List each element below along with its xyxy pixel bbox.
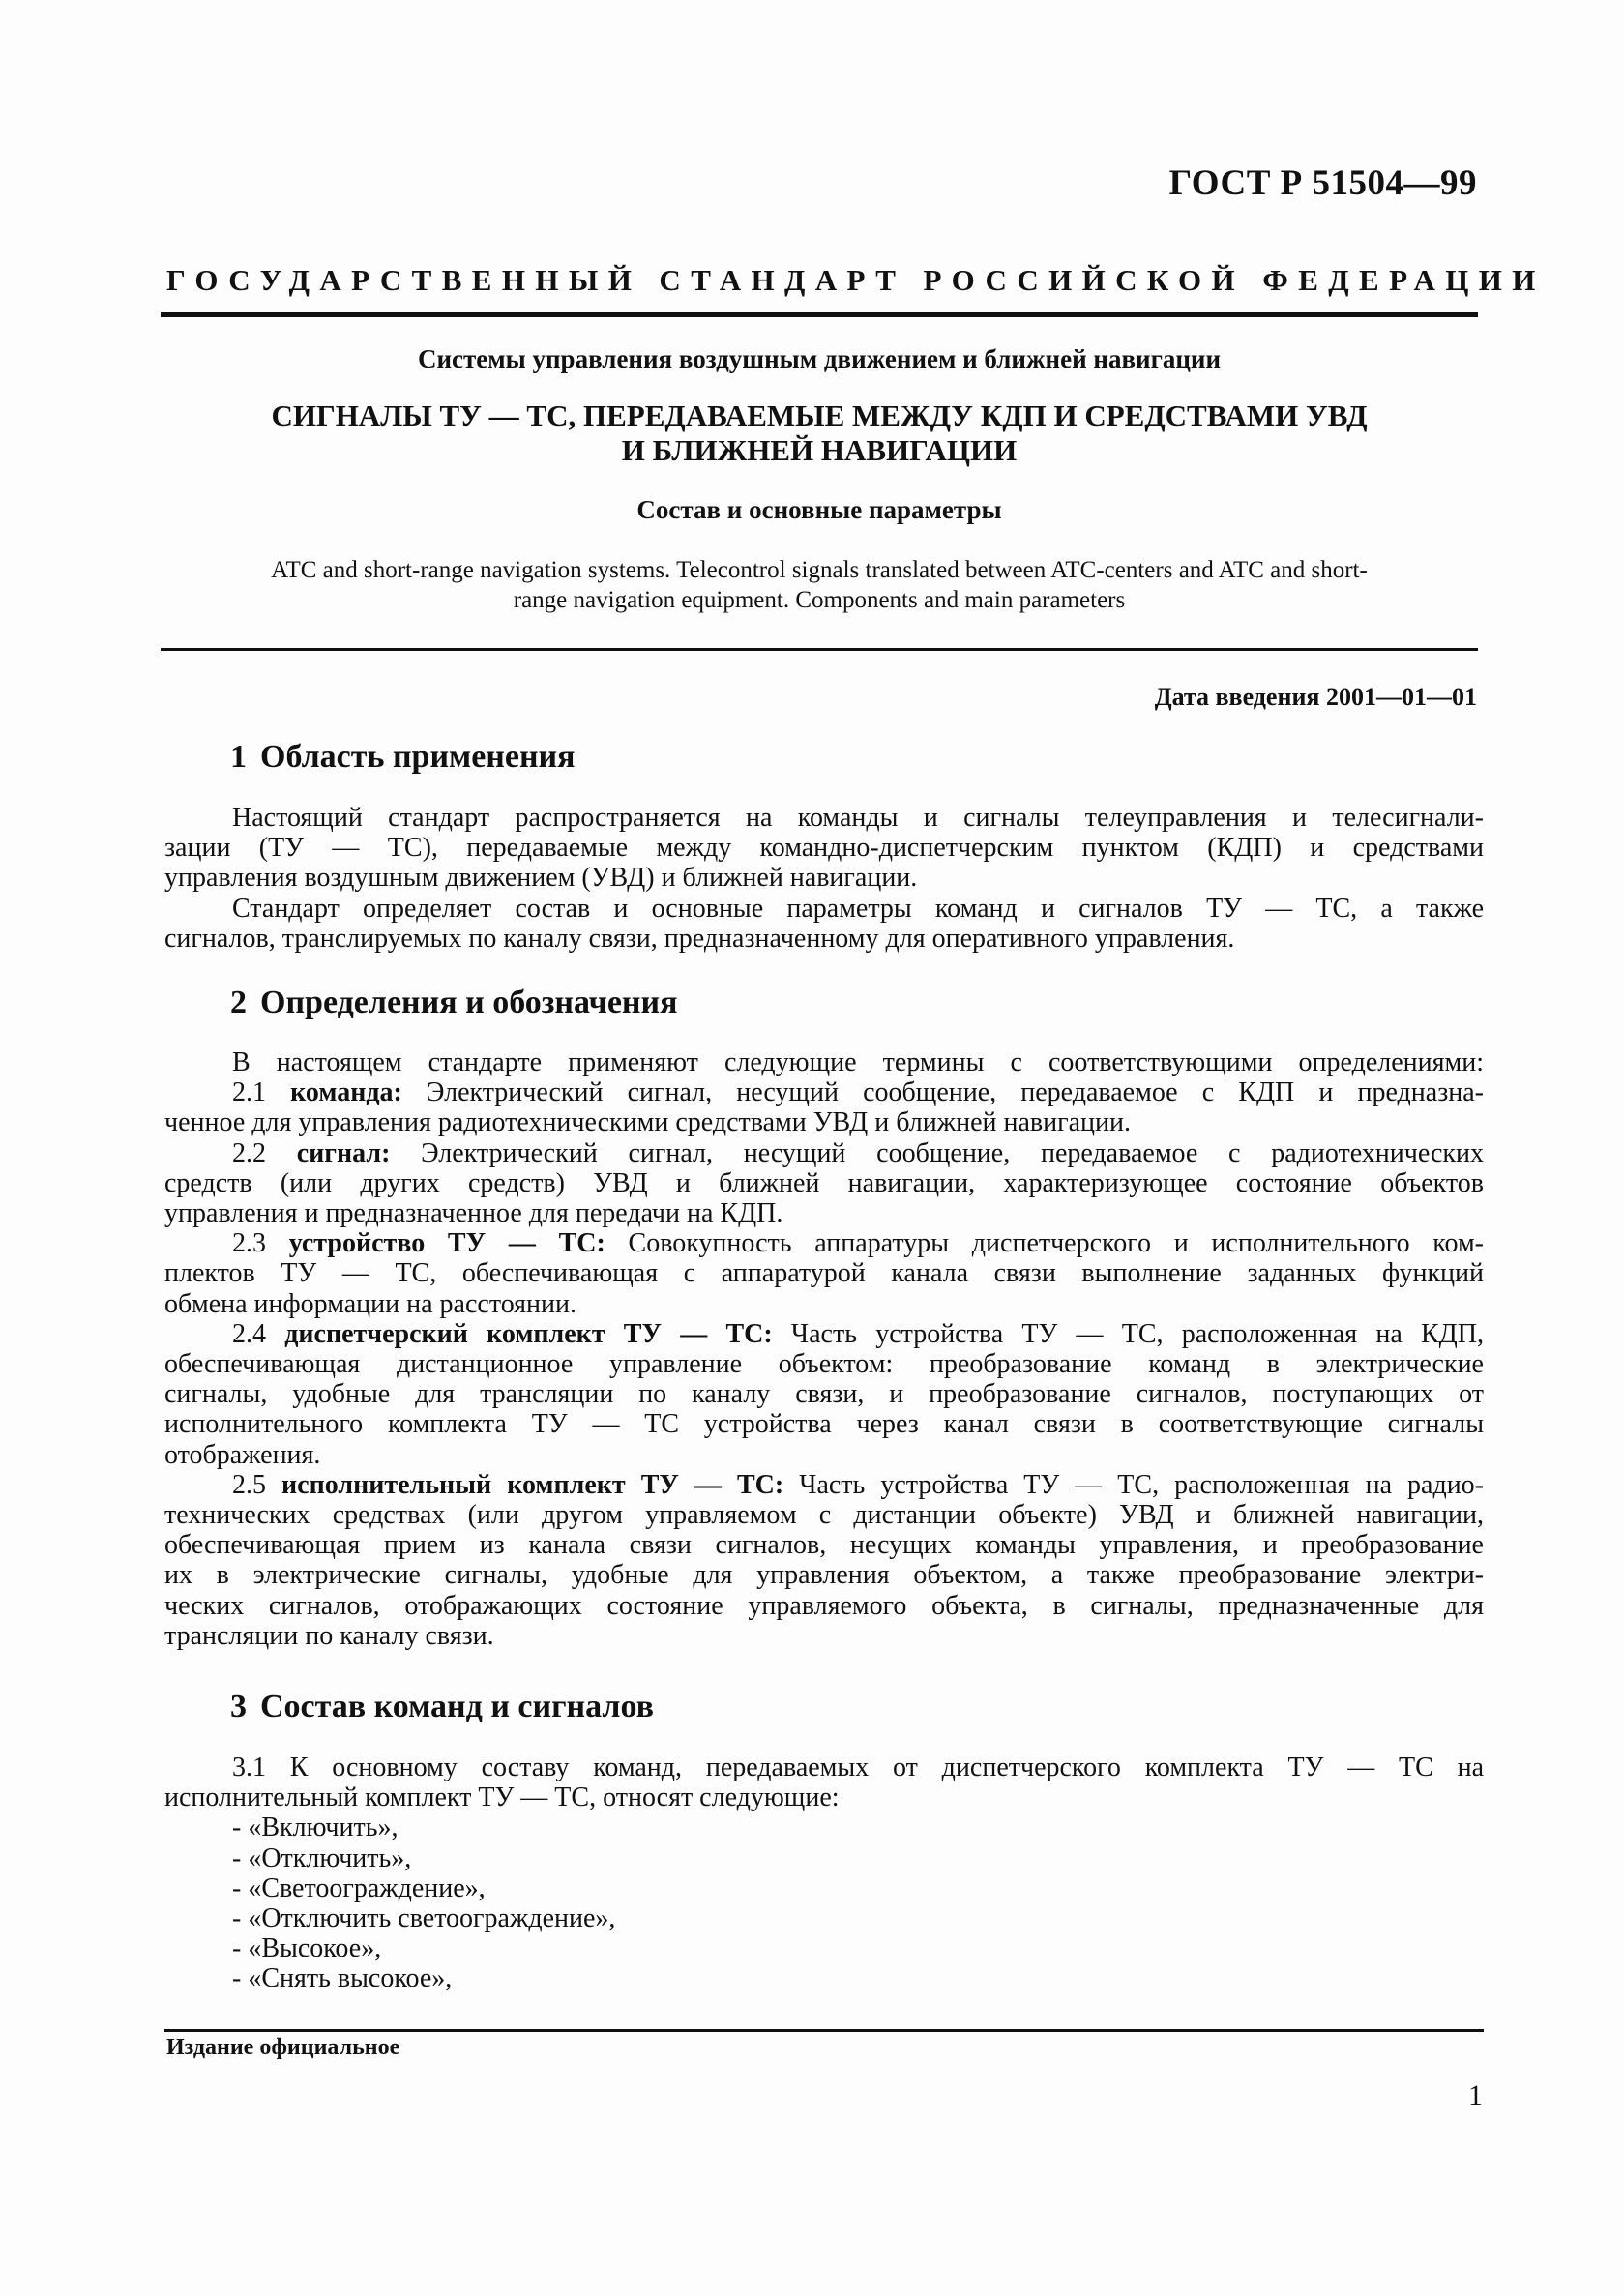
definition-term: диспетчерский комплект ТУ — ТС: <box>284 1318 773 1349</box>
english-title-line: range navigation equipment. Components and main parameters <box>513 587 1126 613</box>
section-number: 3 <box>230 1689 247 1724</box>
title-block-rule <box>161 648 1478 651</box>
paragraph-line: управления воздушным движением (УВД) и ближней навигации. <box>164 863 918 894</box>
section-heading-3 <box>230 1689 654 1725</box>
command-list-item: - «Отключить», <box>232 1842 412 1873</box>
paragraph-line: 3.1 К основному составу команд, передаваемых от диспетчерского комплекта ТУ — ТС на <box>232 1752 1484 1782</box>
definition-text: Часть устройства ТУ — ТС, расположенная на КДП, <box>772 1318 1484 1349</box>
paragraph-line: исполнительного комплекта ТУ — ТС устройства через канал связи в соответствующие сигналы <box>164 1409 1484 1440</box>
title-line: И БЛИЖНЕЙ НАВИГАЦИИ <box>621 433 1018 467</box>
paragraph-line: их в электрические сигналы, удобные для управления объектом, а также преобразование электри- <box>164 1560 1484 1591</box>
section-heading-2 <box>230 985 678 1021</box>
paragraph-line: В настоящем стандарте применяют следующие термины с соответствующими определениями: <box>232 1047 1484 1077</box>
definition-number: 2.1 <box>232 1077 266 1108</box>
paragraph-line: зации (ТУ — ТС), передаваемые между командно-диспетчерским пунктом (КДП) и средствами <box>164 833 1484 864</box>
paragraph-line: средств (или других средств) УВД и ближней навигации, характеризующее состояние объектов <box>164 1167 1484 1198</box>
paragraph-line: отображения. <box>164 1439 321 1470</box>
english-title <box>161 555 1478 615</box>
section-heading-1 <box>230 739 576 776</box>
definition-number: 2.5 <box>232 1469 266 1500</box>
paragraph-line: управления и предназначенное для передачи на КДП. <box>164 1198 783 1229</box>
definition-text: Совокупность аппаратуры диспетчерского и исполнительного ком- <box>605 1228 1484 1259</box>
definition-text: Электрический сигнал, несущий сообщение, передаваемое с КДП и предназна- <box>401 1077 1484 1108</box>
command-list-item: - «Светоограждение», <box>232 1872 486 1903</box>
title-line: СИГНАЛЫ ТУ — ТС, ПЕРЕДАВАЕМЫЕ МЕЖДУ КДП И СРЕДСТВАМИ УВД <box>271 398 1368 432</box>
header-rule <box>161 312 1478 317</box>
english-title-line: ATC and short-range navigation systems. Telecontrol signals translated between ATC-centers and ATC and short- <box>271 557 1368 583</box>
definition-2-2 <box>164 1138 1484 1168</box>
definition-term: устройство ТУ — ТС: <box>288 1228 605 1259</box>
command-list-item: - «Высокое», <box>232 1933 382 1964</box>
definition-number: 2.4 <box>232 1318 266 1349</box>
definition-term: сигнал: <box>296 1137 391 1168</box>
paragraph-line: ческих сигналов, отображающих состояние управляемого объекта, в сигналы, предназначенные для <box>164 1590 1484 1621</box>
section-title: Область применения <box>260 739 576 775</box>
definition-number: 2.3 <box>232 1228 266 1259</box>
section-number: 1 <box>230 739 247 775</box>
definition-number: 2.2 <box>232 1137 266 1168</box>
paragraph-line: трансляции по каналу связи. <box>164 1620 494 1651</box>
definition-text: Часть устройства ТУ — ТС, расположенная на радио- <box>783 1469 1485 1500</box>
standard-subtitle: Состав и основные параметры <box>636 495 1002 524</box>
paragraph-line: ченное для управления радиотехническими средствами УВД и ближней навигации. <box>164 1107 1131 1138</box>
command-list-item: - «Включить», <box>232 1812 399 1843</box>
definition-term: команда: <box>290 1077 402 1108</box>
paragraph-line: сигналы, удобные для трансляции по каналу связи, и преобразование сигналов, поступающих от <box>164 1379 1484 1410</box>
footer-rule <box>164 2029 1484 2032</box>
paragraph-line: исполнительный комплект ТУ — ТС, относят следующие: <box>164 1782 840 1813</box>
definition-2-4 <box>164 1319 1484 1349</box>
standard-subject: Системы управления воздушным движением и ближней навигации <box>417 344 1222 373</box>
definition-2-1 <box>164 1077 1484 1107</box>
introduction-date: Дата введения 2001—01—01 <box>1154 683 1477 711</box>
command-list-item: - «Отключить светоограждение», <box>232 1903 616 1934</box>
paragraph-line: Стандарт определяет состав и основные параметры команд и сигналов ТУ — ТС, а также <box>232 893 1484 924</box>
section-title: Состав команд и сигналов <box>260 1689 655 1724</box>
definition-term: исполнительный комплект ТУ — ТС: <box>281 1469 784 1500</box>
section-body-2 <box>164 1047 1484 1651</box>
paragraph-line: сигналов, транслируемых по каналу связи, предназначенному для оперативного управления. <box>164 923 1235 954</box>
page-number: 1 <box>1468 2079 1483 2111</box>
paragraph-line: технических средствах (или другом управляемом с дистанции объекте) УВД и ближней навигации, <box>164 1500 1484 1531</box>
definition-2-5 <box>164 1470 1484 1500</box>
standard-title <box>161 398 1478 468</box>
state-standard-header: ГОСУДАРСТВЕННЫЙ СТАНДАРТ РОССИЙСКОЙ ФЕДЕРАЦИИ <box>166 263 1546 297</box>
section-body-3 <box>164 1752 1484 1994</box>
definition-text: Электрический сигнал, несущий сообщение, передаваемое с радиотехнических <box>390 1137 1484 1168</box>
section-body-1 <box>164 803 1484 954</box>
definition-2-3 <box>164 1228 1484 1258</box>
paragraph-line: обеспечивающая дистанционное управление объектом: преобразование команд в электрические <box>164 1349 1484 1380</box>
paragraph-line: плектов ТУ — ТС, обеспечивающая с аппаратурой канала связи выполнение заданных функций <box>164 1258 1484 1289</box>
paragraph-line: обмена информации на расстоянии. <box>164 1288 576 1319</box>
command-list-item: - «Снять высокое», <box>232 1963 453 1994</box>
section-number: 2 <box>230 985 247 1020</box>
edition-note: Издание официальное <box>166 2035 400 2060</box>
doc-number: ГОСТ Р 51504—99 <box>1168 163 1477 203</box>
paragraph-line: обеспечивающая прием из канала связи сигналов, несущих команды управления, и преобразование <box>164 1530 1484 1561</box>
paragraph-line: Настоящий стандарт распространяется на команды и сигналы телеуправления и телесигнали- <box>232 803 1484 833</box>
section-title: Определения и обозначения <box>260 985 678 1020</box>
